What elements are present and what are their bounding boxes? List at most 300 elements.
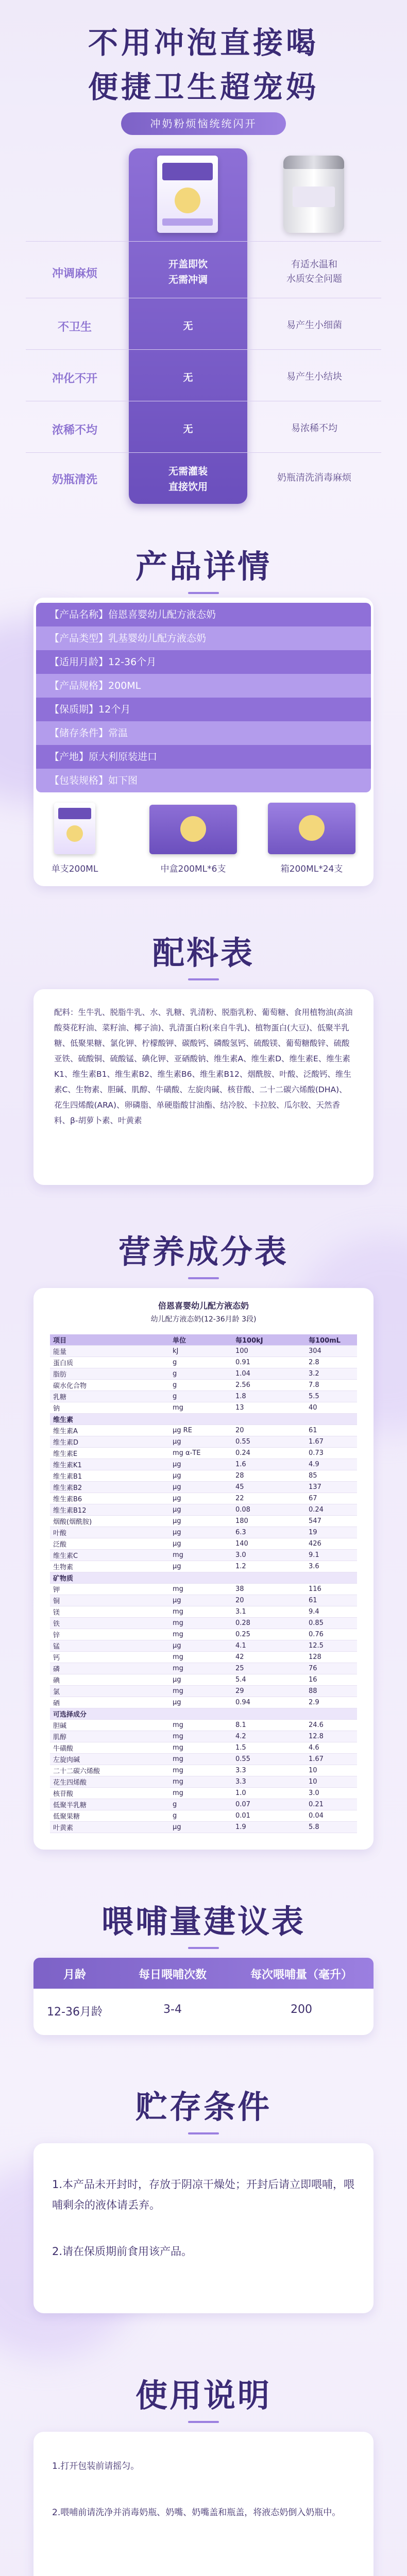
table-cell: mg: [169, 1686, 232, 1697]
table-cell: 0.76: [306, 1629, 357, 1640]
table-row: [50, 1720, 357, 1731]
table-cell: 4.9: [306, 1459, 357, 1470]
table-row: [50, 1629, 357, 1640]
table-section-row: [50, 1414, 357, 1425]
table-cell: g: [169, 1357, 232, 1368]
table-row: [50, 1470, 357, 1482]
table-cell: 24.6: [306, 1720, 357, 1731]
table-cell: [169, 1708, 232, 1720]
table-cell: μg: [169, 1822, 232, 1833]
detail-key: 【储存条件】: [49, 727, 109, 739]
compare-theirs-value: 易浓稀不均: [291, 423, 337, 434]
package-label: 单支200ML: [51, 864, 98, 874]
table-cell: 2.56: [232, 1380, 306, 1391]
table-cell: 0.55: [232, 1754, 306, 1765]
table-cell: 碘: [50, 1674, 169, 1686]
table-row: [50, 1731, 357, 1742]
compare-row-label: 冲调麻烦: [52, 267, 97, 280]
table-cell: mg: [169, 1629, 232, 1640]
table-row: [50, 1357, 357, 1368]
table-cell: 维生素C: [50, 1550, 169, 1561]
table-cell: 137: [306, 1482, 357, 1493]
table-cell: 128: [306, 1652, 357, 1663]
table-cell: [306, 1414, 357, 1425]
table-cell: 肌醇: [50, 1731, 169, 1742]
table-row: [50, 1754, 357, 1765]
table-cell: μg: [169, 1538, 232, 1550]
table-cell: μg: [169, 1640, 232, 1652]
table-cell: 核苷酸: [50, 1788, 169, 1799]
detail-key: 【包装规格】: [49, 775, 109, 786]
table-cell: 牛磺酸: [50, 1742, 169, 1754]
table-cell: mg: [169, 1720, 232, 1731]
table-cell: 维生素: [50, 1414, 169, 1425]
compare-row-label: 不卫生: [57, 321, 92, 334]
usage-line: 2.喂哺前请洗净并消毒奶瓶、奶嘴、奶嘴盖和瓶盖，将液态奶倒入奶瓶中。: [52, 2507, 341, 2518]
table-cell: 蛋白质: [50, 1357, 169, 1368]
table-cell: 8.1: [232, 1720, 306, 1731]
table-cell: 泛酸: [50, 1538, 169, 1550]
table-cell: 4.1: [232, 1640, 306, 1652]
compare-ours-value: 无: [183, 423, 193, 435]
table-cell: 维生素E: [50, 1448, 169, 1459]
table-row: [50, 1402, 357, 1414]
table-row: [50, 1742, 357, 1754]
table-cell: 13: [232, 1402, 306, 1414]
table-cell: 9.4: [306, 1606, 357, 1618]
table-cell: 叶酸: [50, 1527, 169, 1538]
table-cell: 0.55: [232, 1436, 306, 1448]
table-cell: 1.04: [232, 1368, 306, 1380]
detail-row: [36, 769, 371, 792]
section-title-nutrition: 营养成分表: [0, 1226, 407, 1279]
table-cell: 25: [232, 1663, 306, 1674]
table-cell: 1.2: [232, 1561, 306, 1572]
table-cell: μg: [169, 1595, 232, 1606]
table-row: [50, 1504, 357, 1516]
detail-row: [36, 674, 371, 698]
table-row: [50, 1652, 357, 1663]
table-cell: μg: [169, 1470, 232, 1482]
table-row: [50, 1527, 357, 1538]
liquid-milk-carton-image: [157, 156, 218, 233]
nutrition-table-title: 倍恩喜婴幼儿配方液态奶: [158, 1301, 249, 1311]
table-cell: 维生素K1: [50, 1459, 169, 1470]
table-cell: 碳水化合物: [50, 1380, 169, 1391]
table-cell: [306, 1708, 357, 1720]
table-cell: [306, 1572, 357, 1584]
single-carton-image: [54, 803, 95, 854]
table-cell: 3.0: [232, 1550, 306, 1561]
detail-value: 12个月: [98, 704, 131, 715]
table-cell: 维生素B2: [50, 1482, 169, 1493]
table-cell: μg: [169, 1436, 232, 1448]
table-cell: 1.67: [306, 1436, 357, 1448]
table-cell: 二十二碳六烯酸: [50, 1765, 169, 1776]
table-cell: 氯: [50, 1686, 169, 1697]
table-cell: 1.6: [232, 1459, 306, 1470]
table-cell: 42: [232, 1652, 306, 1663]
table-cell: 12.8: [306, 1731, 357, 1742]
table-row: [50, 1459, 357, 1470]
table-cell: 140: [232, 1538, 306, 1550]
detail-value: 如下图: [108, 775, 138, 786]
compare-ours-value: 无: [183, 320, 193, 332]
table-cell: 维生素B6: [50, 1493, 169, 1504]
table-cell: mg: [169, 1663, 232, 1674]
table-cell: μg: [169, 1527, 232, 1538]
table-cell: mg: [169, 1731, 232, 1742]
table-cell: μg: [169, 1697, 232, 1708]
table-cell: 硒: [50, 1697, 169, 1708]
table-row: [50, 1640, 357, 1652]
table-cell: μg: [169, 1504, 232, 1516]
package-label: 箱200ML*24支: [280, 864, 343, 874]
section-title-usage: 使用说明: [0, 2370, 407, 2423]
table-cell: μg: [169, 1674, 232, 1686]
table-cell: kJ: [169, 1346, 232, 1357]
table-cell: 85: [306, 1470, 357, 1482]
feeding-header-cell: 每日喂哺次数: [138, 1969, 207, 1981]
table-cell: 3.3: [232, 1776, 306, 1788]
table-cell: 3.6: [306, 1561, 357, 1572]
section-title-ingredients: 配料表: [0, 927, 407, 980]
table-cell: 0.25: [232, 1629, 306, 1640]
feeding-header-cell: 每次喂哺量（毫升）: [250, 1969, 352, 1981]
table-cell: mg: [169, 1742, 232, 1754]
table-row: [50, 1561, 357, 1572]
table-cell: 9.1: [306, 1550, 357, 1561]
table-row: [50, 1697, 357, 1708]
compare-ours-value: 开盖即饮 无需冲调: [168, 259, 208, 285]
table-row: [50, 1765, 357, 1776]
detail-row: [36, 698, 371, 721]
table-cell: 7.8: [306, 1380, 357, 1391]
hero-title-line1: 不用冲泡直接喝: [88, 25, 319, 60]
table-row: [50, 1425, 357, 1436]
usage-line: 1.打开包装前请摇匀。: [52, 2461, 140, 2471]
table-cell: 22: [232, 1493, 306, 1504]
table-row: [50, 1368, 357, 1380]
table-cell: μg: [169, 1561, 232, 1572]
detail-row: [36, 745, 371, 769]
table-cell: 10: [306, 1765, 357, 1776]
header-cell: 项目: [50, 1334, 169, 1346]
table-cell: 能量: [50, 1346, 169, 1357]
table-cell: 脂肪: [50, 1368, 169, 1380]
table-cell: μg: [169, 1459, 232, 1470]
table-cell: mg: [169, 1754, 232, 1765]
table-cell: 180: [232, 1516, 306, 1527]
table-cell: 维生素A: [50, 1425, 169, 1436]
table-cell: μg: [169, 1493, 232, 1504]
usage-card: [33, 2432, 374, 2576]
table-row: [50, 1822, 357, 1833]
table-row: [50, 1436, 357, 1448]
table-cell: 1.0: [232, 1788, 306, 1799]
ingredients-text: 配料：生牛乳、脱脂牛乳、水、乳糖、乳清粉、脱脂乳粉、葡萄糖、食用植物油(高油酸葵花籽油、菜籽油、椰子油)、乳清蛋白粉(来自牛乳)、植物蛋白(大豆)、低聚半乳糖、低聚果糖、氯化钾、柠檬酸钾、碳酸钙、磷酸氢钙、硫酸镁、葡萄糖酸锌、硫酸亚铁、硫酸铜、硫酸锰、碘化钾、亚硒酸钠、维生素A、维生素D、维生素E、维生素K1、维生素B1、维生素B2、维生素B6、维生素B12、烟酰胺、叶酸、泛酸钙、维生素C、生物素、胆碱、肌醇、牛磺酸、左旋肉碱、核苷酸、二十二碳六烯酸(DHA)、花生四烯酸(ARA)、卵磷脂、单硬脂酸甘油酯、结冷胶、卡拉胶、瓜尔胶、天然香料、β-胡萝卜素、叶黄素: [54, 1008, 353, 1125]
table-cell: mg α-TE: [169, 1448, 232, 1459]
six-pack-box-image: [149, 805, 237, 854]
detail-value: 常温: [108, 727, 128, 739]
compare-theirs-value: 奶瓶清洗消毒麻烦: [277, 472, 351, 483]
table-cell: [169, 1572, 232, 1584]
table-cell: 1.5: [232, 1742, 306, 1754]
milk-powder-can-image: [283, 156, 344, 233]
table-row: [50, 1674, 357, 1686]
table-cell: 304: [306, 1346, 357, 1357]
table-section-row: [50, 1708, 357, 1720]
table-row: [50, 1810, 357, 1822]
header-cell: 单位: [169, 1334, 232, 1346]
table-cell: mg: [169, 1618, 232, 1629]
table-cell: 0.08: [232, 1504, 306, 1516]
detail-value: 200ML: [108, 680, 141, 691]
table-cell: mg: [169, 1765, 232, 1776]
table-cell: g: [169, 1368, 232, 1380]
table-cell: 28: [232, 1470, 306, 1482]
table-cell: 4.6: [306, 1742, 357, 1754]
table-cell: 38: [232, 1584, 306, 1595]
ingredients-card: [33, 989, 374, 1185]
table-cell: [232, 1708, 306, 1720]
storage-line: 2.请在保质期前食用该产品。: [52, 2245, 193, 2258]
hero-pill-badge: 冲奶粉烦恼统统闪开: [121, 112, 286, 135]
compare-row-label: 浓稀不均: [52, 424, 97, 437]
detail-key: 【产品名称】: [49, 609, 109, 620]
table-cell: 0.94: [232, 1697, 306, 1708]
table-cell: 0.24: [306, 1504, 357, 1516]
case-box-image: [268, 803, 355, 854]
table-cell: 0.91: [232, 1357, 306, 1368]
table-cell: 锌: [50, 1629, 169, 1640]
table-row: [50, 1391, 357, 1402]
table-cell: 磷: [50, 1663, 169, 1674]
divider: [26, 349, 381, 350]
table-cell: mg: [169, 1584, 232, 1595]
product-detail-card: [33, 598, 374, 886]
table-cell: 40: [306, 1402, 357, 1414]
table-cell: 低聚果糖: [50, 1810, 169, 1822]
table-cell: [232, 1572, 306, 1584]
detail-key: 【产地】: [49, 751, 89, 762]
table-cell: 12.5: [306, 1640, 357, 1652]
table-cell: 20: [232, 1595, 306, 1606]
table-row: [50, 1346, 357, 1357]
table-cell: 叶黄素: [50, 1822, 169, 1833]
table-cell: 45: [232, 1482, 306, 1493]
table-row: [50, 1618, 357, 1629]
table-cell: 16: [306, 1674, 357, 1686]
compare-theirs-value: 有适水温和 水质安全问题: [286, 259, 342, 284]
table-cell: 61: [306, 1425, 357, 1436]
nutrition-table-subtitle: 幼儿配方液态奶(12-36月龄 3段): [150, 1315, 257, 1324]
table-cell: mg: [169, 1788, 232, 1799]
package-label: 中盒200ML*6支: [160, 864, 226, 874]
divider: [26, 241, 381, 242]
table-cell: 生物素: [50, 1561, 169, 1572]
table-cell: 1.9: [232, 1822, 306, 1833]
table-cell: 3.3: [232, 1765, 306, 1776]
compare-row-label: 奶瓶清洗: [52, 473, 97, 486]
table-cell: 76: [306, 1663, 357, 1674]
hero-title-line2: 便捷卫生超宠妈: [88, 70, 319, 105]
table-cell: 左旋肉碱: [50, 1754, 169, 1765]
compare-theirs-value: 易产生小结块: [286, 371, 342, 382]
table-row: [50, 1799, 357, 1810]
table-cell: 20: [232, 1425, 306, 1436]
table-cell: 67: [306, 1493, 357, 1504]
table-row: [50, 1584, 357, 1595]
table-row: [50, 1482, 357, 1493]
table-cell: 0.24: [232, 1448, 306, 1459]
header-cell: 每100mL: [306, 1334, 357, 1346]
table-cell: 铜: [50, 1595, 169, 1606]
table-cell: 6.3: [232, 1527, 306, 1538]
detail-value: 原大利原装进口: [89, 751, 158, 762]
section-title-storage: 贮存条件: [0, 2081, 407, 2134]
table-cell: 维生素B1: [50, 1470, 169, 1482]
table-cell: 3.1: [232, 1606, 306, 1618]
table-cell: 0.73: [306, 1448, 357, 1459]
table-cell: 88: [306, 1686, 357, 1697]
table-cell: 0.07: [232, 1799, 306, 1810]
table-cell: 426: [306, 1538, 357, 1550]
table-cell: [169, 1414, 232, 1425]
table-cell: 5.4: [232, 1674, 306, 1686]
table-cell: 0.04: [306, 1810, 357, 1822]
compare-ours-value: 无: [183, 372, 193, 383]
table-cell: 3.2: [306, 1368, 357, 1380]
table-cell: 0.21: [306, 1799, 357, 1810]
table-cell: g: [169, 1391, 232, 1402]
table-cell: mg: [169, 1550, 232, 1561]
table-cell: 钾: [50, 1584, 169, 1595]
table-cell: 铁: [50, 1618, 169, 1629]
compare-ours-value: 无需灌装 直接饮用: [168, 466, 208, 493]
table-cell: 钠: [50, 1402, 169, 1414]
table-section-row: [50, 1572, 357, 1584]
section-title-detail: 产品详情: [0, 541, 407, 594]
table-cell: 胆碱: [50, 1720, 169, 1731]
table-cell: 4.2: [232, 1731, 306, 1742]
table-cell: 3.0: [306, 1788, 357, 1799]
table-cell: 乳糖: [50, 1391, 169, 1402]
table-cell: μg: [169, 1482, 232, 1493]
table-cell: 1.67: [306, 1754, 357, 1765]
table-row: [50, 1776, 357, 1788]
header-cell: 每100kJ: [232, 1334, 306, 1346]
table-cell: mg: [169, 1776, 232, 1788]
table-row: [50, 1595, 357, 1606]
table-cell: 低聚半乳糖: [50, 1799, 169, 1810]
table-cell: 100: [232, 1346, 306, 1357]
table-cell: 矿物质: [50, 1572, 169, 1584]
table-cell: mg: [169, 1402, 232, 1414]
table-row: [50, 1606, 357, 1618]
table-cell: 0.85: [306, 1618, 357, 1629]
table-cell: 0.28: [232, 1618, 306, 1629]
table-cell: 锰: [50, 1640, 169, 1652]
table-cell: μg: [169, 1516, 232, 1527]
table-cell: 1.8: [232, 1391, 306, 1402]
compare-row-label: 冲化不开: [52, 372, 97, 385]
detail-key: 【保质期】: [49, 704, 99, 715]
detail-row: [36, 721, 371, 745]
table-cell: g: [169, 1380, 232, 1391]
table-cell: 烟酸(烟酰胺): [50, 1516, 169, 1527]
table-cell: 116: [306, 1584, 357, 1595]
table-cell: 547: [306, 1516, 357, 1527]
detail-value: 倍恩喜婴幼儿配方液态奶: [108, 609, 216, 620]
table-row: [50, 1380, 357, 1391]
table-cell: 维生素B12: [50, 1504, 169, 1516]
table-cell: 19: [306, 1527, 357, 1538]
table-row: [50, 1788, 357, 1799]
nutrition-card: [33, 1288, 374, 1850]
table-cell: 镁: [50, 1606, 169, 1618]
table-cell: 2.8: [306, 1357, 357, 1368]
table-row: [50, 1493, 357, 1504]
table-row: [50, 1663, 357, 1674]
table-cell: g: [169, 1799, 232, 1810]
comparison-table: [26, 148, 381, 504]
storage-card: [33, 2143, 374, 2313]
detail-key: 【产品规格】: [49, 680, 109, 691]
table-cell: 29: [232, 1686, 306, 1697]
table-cell: 可选择成分: [50, 1708, 169, 1720]
feeding-header-cell: 月龄: [63, 1969, 86, 1981]
compare-theirs-value: 易产生小细菌: [286, 320, 342, 331]
table-row: [50, 1516, 357, 1527]
table-row: [50, 1686, 357, 1697]
nutrition-table: [50, 1334, 357, 1833]
table-cell: mg: [169, 1652, 232, 1663]
feeding-cell: 200: [291, 2003, 312, 2016]
detail-value: 12-36个月: [108, 656, 157, 668]
table-cell: 61: [306, 1595, 357, 1606]
table-cell: mg: [169, 1606, 232, 1618]
table-row: [50, 1550, 357, 1561]
table-header-row: [50, 1334, 357, 1346]
feeding-table-card: [33, 1958, 374, 2035]
table-cell: [232, 1414, 306, 1425]
detail-value: 乳基婴幼儿配方液态奶: [108, 633, 207, 644]
table-row: [50, 1538, 357, 1550]
detail-row: [36, 626, 371, 650]
table-cell: 5.5: [306, 1391, 357, 1402]
table-row: [50, 1448, 357, 1459]
detail-row: [36, 650, 371, 674]
table-cell: 钙: [50, 1652, 169, 1663]
table-cell: 0.01: [232, 1810, 306, 1822]
table-cell: μg RE: [169, 1425, 232, 1436]
table-cell: g: [169, 1810, 232, 1822]
table-cell: 花生四烯酸: [50, 1776, 169, 1788]
feeding-cell: 12-36月龄: [47, 2006, 103, 2019]
detail-key: 【适用月龄】: [49, 656, 109, 668]
feeding-cell: 3-4: [163, 2003, 182, 2016]
section-title-feeding: 喂哺量建议表: [0, 1896, 407, 1949]
divider: [26, 452, 381, 453]
table-cell: 2.9: [306, 1697, 357, 1708]
table-cell: 维生素D: [50, 1436, 169, 1448]
table-cell: 10: [306, 1776, 357, 1788]
storage-line: 1.本产品未开封时，存放于阴凉干燥处；开封后请立即喂哺，喂哺剩余的液体请丢弃。: [52, 2178, 355, 2211]
detail-row: [36, 603, 371, 626]
detail-key: 【产品类型】: [49, 633, 109, 644]
table-cell: 5.8: [306, 1822, 357, 1833]
